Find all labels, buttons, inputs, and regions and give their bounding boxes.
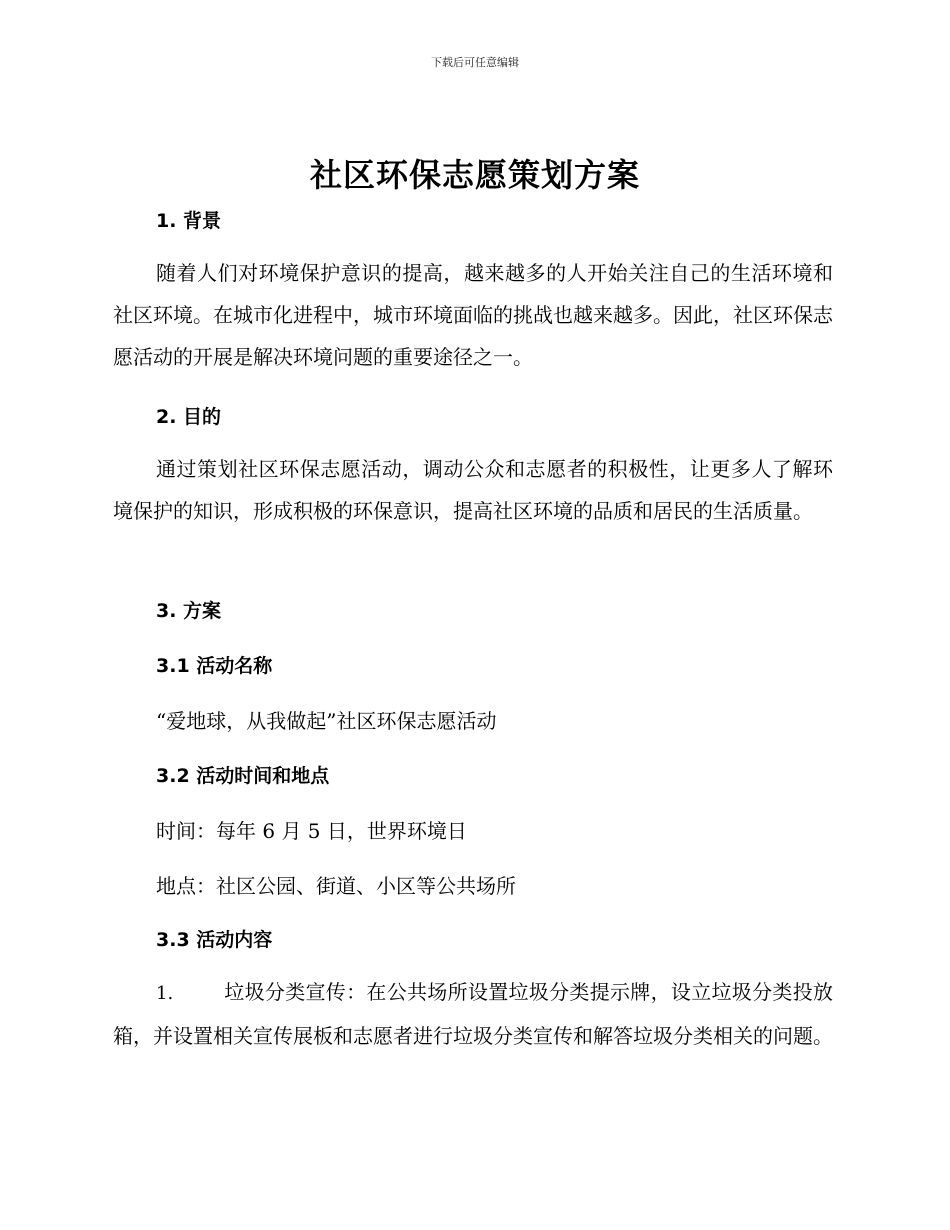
list-item — [113, 971, 833, 1057]
paragraph-background: 随着人们对环境保护意识的提高，越来越多的人开始关注自己的生活环境和社区环境。在城市化进程中，城市环境面临的挑战也越来越多。因此，社区环保志愿活动的开展是解决环境问题的重要途径之一。 — [113, 261, 833, 369]
section-heading-plan: 3. 方案 — [156, 600, 222, 622]
subsection-heading-activity-name: 3.1 活动名称 — [156, 655, 273, 677]
section-heading-background: 1. 背景 — [156, 210, 222, 232]
document-title: 社区环保志愿策划方案 — [309, 156, 640, 194]
paragraph-purpose: 通过策划社区环保志愿活动，调动公众和志愿者的积极性，让更多人了解环境保护的知识，形成积极的环保意识，提高社区环境的品质和居民的生活质量。 — [113, 457, 833, 523]
subsection-heading-time-place: 3.2 活动时间和地点 — [156, 765, 330, 787]
list-item-text: 垃圾分类宣传：在公共场所设置垃圾分类提示牌，设立垃圾分类投放箱，并设置相关宣传展板和志愿者进行垃圾分类宣传和解答垃圾分类相关的问题。 — [113, 980, 833, 1048]
subsection-heading-content: 3.3 活动内容 — [156, 929, 273, 951]
list-item-number: 1. — [156, 983, 174, 1004]
activity-time-text: 时间：每年 6 月 5 日，世界环境日 — [156, 819, 467, 843]
activity-place-text: 地点：社区公园、街道、小区等公共场所 — [156, 874, 516, 898]
section-heading-purpose: 2. 目的 — [156, 406, 222, 428]
activity-name-text: “爱地球，从我做起”社区环保志愿活动 — [156, 709, 497, 733]
page-header: 下载后可任意编辑 — [431, 56, 519, 69]
